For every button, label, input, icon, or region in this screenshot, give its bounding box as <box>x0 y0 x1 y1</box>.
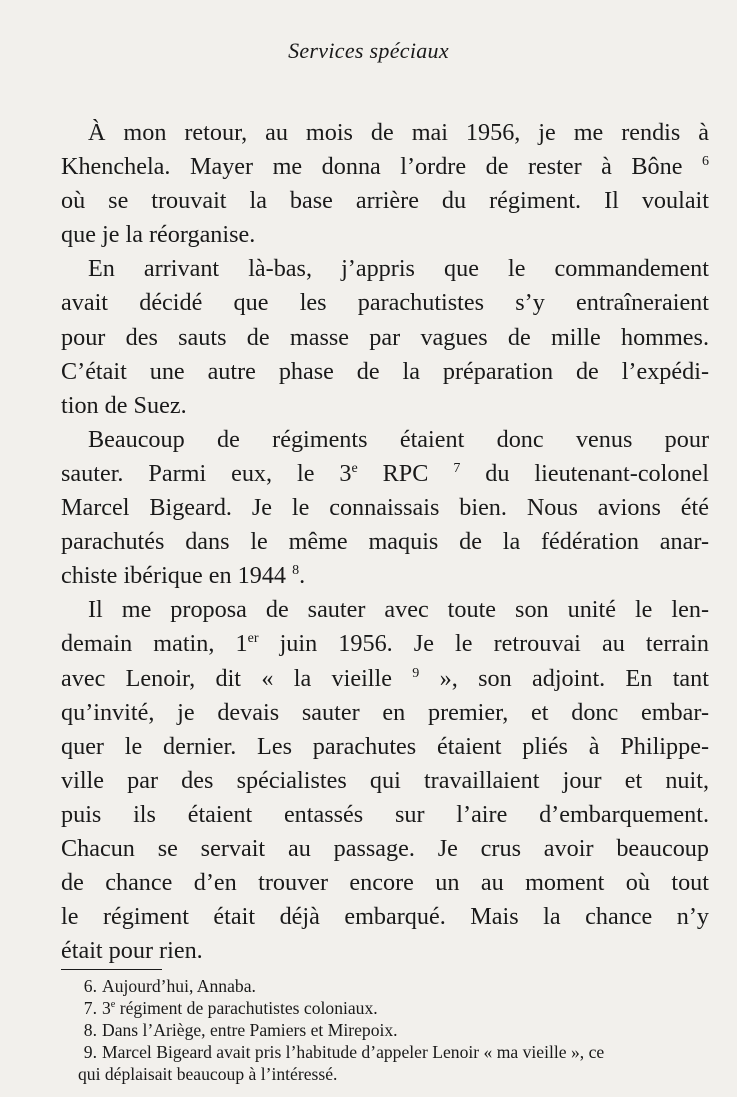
superscript: 7 <box>453 459 461 476</box>
text-run: du lieutenant-colonel <box>460 459 710 487</box>
footnote-number: 8. <box>83 1020 97 1040</box>
text-run: RPC <box>357 459 454 487</box>
text-line <box>61 321 709 355</box>
text-run: avec Lenoir, dit « la vieille <box>61 664 413 692</box>
paragraph <box>61 252 709 422</box>
text-run: avait décidé que les parachutistes s’y entraîneraient <box>61 289 709 317</box>
text-line <box>61 832 709 866</box>
text-run: Il me proposa de sauter avec toute son unité le len- <box>88 596 709 624</box>
superscript: er <box>247 630 259 647</box>
text-run: était pour rien. <box>61 937 203 965</box>
text-run: Khenchela. Mayer me donna l’ordre de rester à Bône <box>61 153 702 181</box>
paragraph <box>61 423 709 593</box>
text-run: qu’invité, je devais sauter en premier, et donc embar- <box>61 698 709 726</box>
text-run: le régiment était déjà embarqué. Mais la chance n’y <box>61 903 709 931</box>
paragraph <box>61 593 709 968</box>
text-run: pour des sauts de masse par vagues de mille hommes. <box>61 323 709 351</box>
text-line <box>61 218 709 252</box>
text-run: Marcel Bigeard avait pris l’habitude d’appeler Lenoir « ma vieille », ce <box>102 1042 605 1062</box>
text-line <box>61 491 709 525</box>
text-run: Beaucoup de régiments étaient donc venus pour <box>88 425 709 453</box>
superscript: 9 <box>412 664 420 681</box>
text-line <box>61 593 709 627</box>
text-run: C’était une autre phase de la préparation de l’expédi- <box>61 357 709 385</box>
footnotes <box>61 975 711 1085</box>
text-run: parachutés dans le même maquis de la fédération anar- <box>61 528 709 556</box>
text-line <box>61 457 709 491</box>
text-line <box>61 286 709 320</box>
text-run: En arrivant là-bas, j’appris que le commandement <box>88 255 709 283</box>
text-run: . <box>299 562 306 590</box>
text-line <box>61 525 709 559</box>
text-run: Dans l’Ariège, entre Pamiers et Mirepoix. <box>102 1020 398 1040</box>
text-run: régiment de parachutistes coloniaux. <box>115 998 378 1018</box>
text-run: », son adjoint. En tant <box>419 664 709 692</box>
body-text <box>61 116 709 968</box>
superscript: 6 <box>701 153 709 170</box>
text-line <box>61 627 709 661</box>
footnote-number: 6. <box>83 976 97 996</box>
text-run: de chance d’en trouver encore un au moment où tout <box>61 869 709 897</box>
text-line <box>61 764 709 798</box>
text-line <box>61 252 709 286</box>
text-run: quer le dernier. Les parachutes étaient pliés à Philippe- <box>61 732 709 760</box>
text-run: que je la réorganise. <box>61 221 256 249</box>
text-run: juin 1956. Je le retrouvai au terrain <box>258 630 709 658</box>
text-line <box>61 389 709 423</box>
footnote-rule <box>61 969 162 970</box>
text-line <box>61 662 709 696</box>
text-run: Marcel Bigeard. Je le connaissais bien. Nous avions été <box>61 494 709 522</box>
text-run: 3 <box>102 998 111 1018</box>
text-line <box>61 934 709 968</box>
text-line <box>61 730 709 764</box>
text-run: puis ils étaient entassés sur l’aire d’embarquement. <box>61 800 709 828</box>
text-run: demain matin, 1 <box>61 630 248 658</box>
footnote-line <box>61 1063 711 1085</box>
running-head: Services spéciaux <box>288 38 449 63</box>
superscript: 8 <box>292 562 300 579</box>
paragraph <box>61 116 709 252</box>
footnote-number: 7. <box>83 998 97 1018</box>
text-line <box>61 866 709 900</box>
text-run: Aujourd’hui, Annaba. <box>102 976 256 996</box>
text-run: qui déplaisait beaucoup à l’intéressé. <box>78 1064 338 1084</box>
text-line <box>61 798 709 832</box>
footnote-line <box>61 1019 711 1041</box>
superscript: e <box>351 459 358 476</box>
text-run: Chacun se servait au passage. Je crus avoir beaucoup <box>61 834 709 862</box>
text-line <box>61 116 709 150</box>
text-line <box>61 559 709 593</box>
text-line <box>61 184 709 218</box>
footnote-line <box>61 997 711 1019</box>
text-run: sauter. Parmi eux, le 3 <box>61 459 352 487</box>
text-line <box>61 355 709 389</box>
text-line <box>61 150 709 184</box>
text-line <box>61 423 709 457</box>
text-run: où se trouvait la base arrière du régiment. Il voulait <box>61 187 709 215</box>
text-run: tion de Suez. <box>61 391 187 419</box>
superscript: e <box>110 999 116 1011</box>
text-run: chiste ibérique en 1944 <box>61 562 293 590</box>
text-run: ville par des spécialistes qui travaillaient jour et nuit, <box>61 766 709 794</box>
text-run: À mon retour, au mois de mai 1956, je me rendis à <box>88 119 709 146</box>
footnote-line <box>61 1041 711 1063</box>
text-line <box>61 696 709 730</box>
text-line <box>61 900 709 934</box>
footnote-number: 9. <box>83 1042 97 1062</box>
footnote-line <box>61 975 711 997</box>
